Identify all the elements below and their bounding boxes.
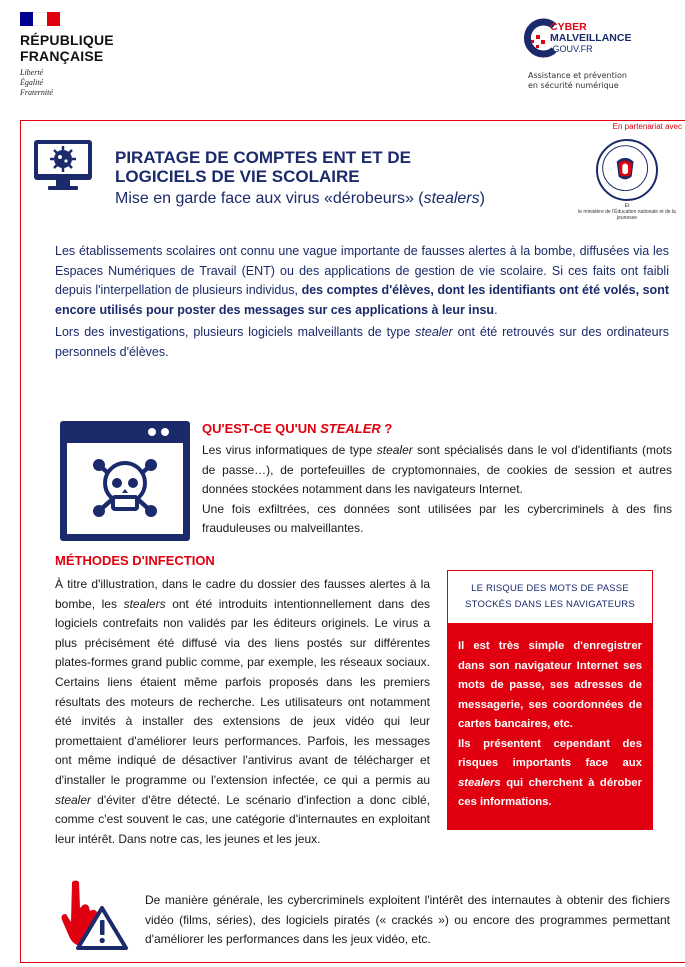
risk-box-heading: LE RISQUE DES MOTS DE PASSE STOCKÉS DANS LES NAVIGATEURS <box>465 583 635 610</box>
stealer-section-title: QU'EST-CE QU'UN STEALER ? <box>202 421 393 436</box>
intro-paragraph-1: Les établissements scolaires ont connu une vague importante de fausses alertes à la bombe, diffusées via les Espaces Numériques de Travail (ENT) ou des applications de gestion de vie scolaire. Si ces faits ont faibli depuis l'interpellation de plusieurs individus, des comptes d'élèves, dont les identifiants ont été volés, sont encore utilisés pour poster des messages sur ces applications à leur insu. <box>55 244 669 317</box>
cybermalveillance-tagline: Assistance et prévention en sécurité numérique <box>528 71 627 90</box>
police-nationale-badge-icon <box>596 139 658 201</box>
republique-francaise-logo <box>20 12 140 98</box>
footer-note: De manière générale, les cybercriminels exploitent l'intérêt des internautes à obtenir des fichiers vidéo (films, séries), des logiciels piratés (« crackés ») ou encore des programmes permettant d'améliorer les performances dans les jeux vidéo, etc. <box>145 893 670 946</box>
rf-title: RÉPUBLIQUE FRANÇAISE <box>20 32 114 64</box>
browser-skull-icon <box>60 421 190 541</box>
page-header <box>0 0 685 120</box>
virus-monitor-icon <box>32 132 94 194</box>
page-title: PIRATAGE DE COMPTES ENT ET DE LOGICIELS DE VIE SCOLAIRE <box>115 148 411 186</box>
cybermalveillance-wordmark: CYBER MALVEILLANCE .GOUV.FR <box>550 21 632 54</box>
infection-section-body: À titre d'illustration, dans le cadre du dossier des fausses alertes à la bombe, les stealers ont été introduits intentionnellement dans des logiciels contrefaits non validés par les éditeurs originels. Le virus a plus précisément été diffusé via des liens postés sur différentes plates-formes grand public comme, par exemple, les réseaux sociaux. Certains liens étaient même parfois proposés dans les premiers résultats des moteurs de recherche. Les utilisateurs ont notamment été invités à installer des extensions de jeux vidéo qui leur promettaient d'améliorer leurs performances. Parfois, les messages ont même indiqué de désactiver l'antivirus avant de télécharger et d'installer le programme ou l'extension infectée, ce qui a permis au stealer d'éviter d'être détecté. Le scénario d'infection a donc ciblé, comme c'est souvent le cas, une catégorie d'internautes en exploitant leur intérêt. Dans notre cas, les jeunes et les jeux. <box>55 577 430 846</box>
risk-box-body: Il est très simple d'enregistrer dans son navigateur Internet ses mots de passe, ses adresses de messagerie, ses coordonnées de cartes bancaires, etc. Ils présentent cependant des risques importants face aux stealers qui cherchent à dérober ces informations. <box>448 623 652 829</box>
partner-block: En partenariat avec Et le ministère de l'Éducation nationale et de la jeunesse <box>572 122 682 221</box>
intro-paragraph-2: Lors des investigations, plusieurs logiciels malveillants de type stealer ont été retrouvés sur des ordinateurs personnels d'élèves. <box>55 325 669 359</box>
marianne-flag-icon <box>20 12 60 26</box>
infection-section-title: MÉTHODES D'INFECTION <box>55 553 215 568</box>
warning-hand-icon <box>58 878 132 950</box>
rf-motto: Liberté Égalité Fraternité <box>20 68 53 97</box>
partner-label: En partenariat avec <box>612 122 682 131</box>
stealer-section-body: Les virus informatiques de type stealer sont spécialisés dans le vol d'identifiants (mots de passe…), de portefeuilles de cryptomonnaies, de cookies de session et autres données stockées notamment dans les navigateurs Internet. Une fois exfiltrées, ces données sont utilisées par les cybercriminels à des fins frauduleuses ou malveillantes. <box>202 443 672 535</box>
password-risk-box <box>447 570 653 830</box>
page-subtitle: Mise en garde face aux virus «dérobeurs» (stealers) <box>115 190 485 207</box>
